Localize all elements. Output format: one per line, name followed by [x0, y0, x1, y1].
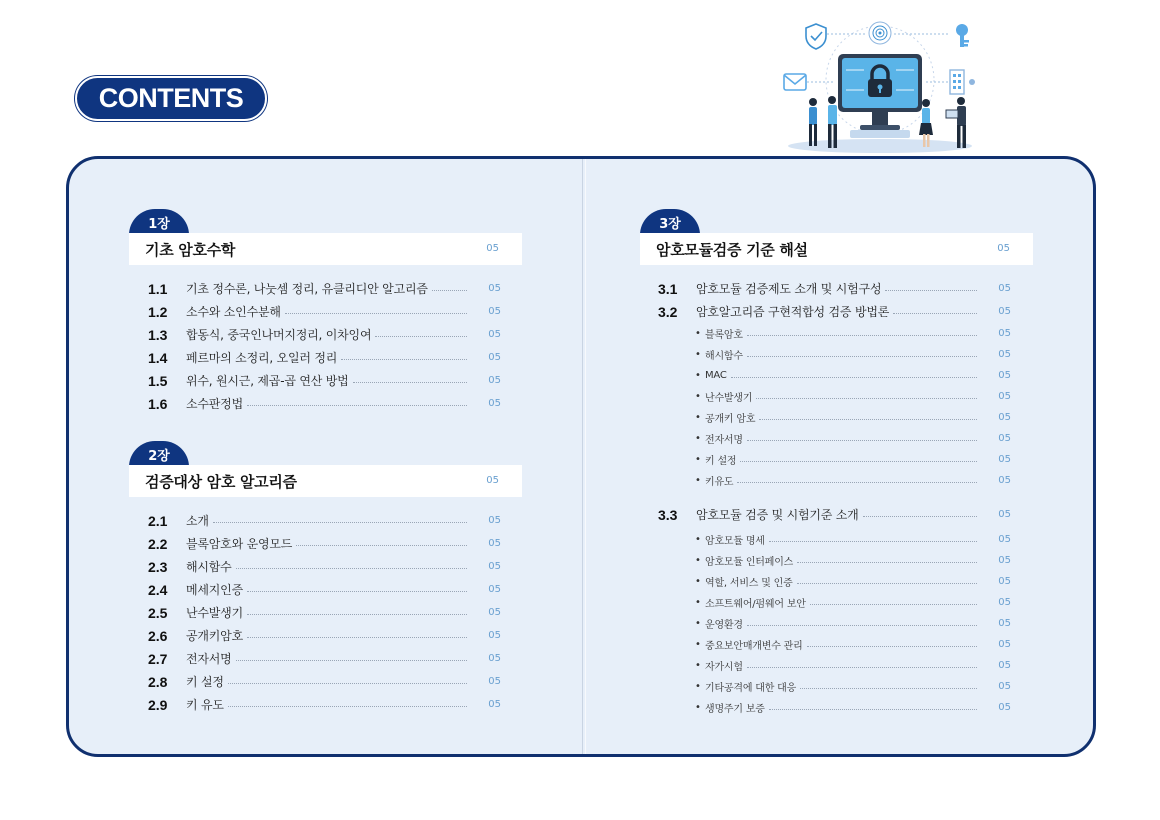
contents-title: CONTENTS [75, 76, 267, 121]
toc-subentry[interactable]: • 암호모듈 명세 05 [695, 534, 1011, 547]
toc-entry[interactable]: 2.9 키 유도 05 [148, 696, 501, 713]
toc-subentry[interactable]: • 운영환경 05 [695, 618, 1011, 631]
toc-subentry[interactable]: • 키유도 05 [695, 475, 1011, 488]
security-illustration [780, 18, 980, 158]
page-divider [582, 159, 583, 754]
toc-entry[interactable]: 2.6 공개키암호 05 [148, 627, 501, 644]
section-3-3-list [641, 529, 1011, 718]
toc-entry[interactable]: 2.1 소개 05 [148, 512, 501, 529]
toc-entry[interactable]: 2.7 전자서명 05 [148, 650, 501, 667]
toc-entry[interactable]: 2.3 해시함수 05 [148, 558, 501, 575]
toc-subentry[interactable]: • 블록암호 05 [695, 328, 1011, 341]
toc-subentry[interactable]: • 난수발생기 05 [695, 391, 1011, 404]
chapter-3-3-list [658, 503, 1011, 526]
chapter-3-list [658, 277, 1011, 323]
chapter-3-tab: 3장 [640, 209, 700, 235]
bullet-icon: • [695, 454, 701, 465]
toc-entry[interactable]: 3.1 암호모듈 검증제도 소개 및 시험구성 05 [658, 280, 1011, 297]
chapter-1-list [148, 277, 501, 415]
bullet-icon: • [695, 555, 701, 566]
chapter-1-page: 05 [486, 243, 499, 254]
chapter-2-title[interactable]: 검증대상 암호 알고리즘 [145, 472, 297, 491]
toc-subentry[interactable]: • 기타공격에 대한 대응 05 [695, 681, 1011, 694]
toc-entry[interactable]: 1.6 소수판정법 05 [148, 395, 501, 412]
bullet-icon: • [695, 370, 701, 381]
bullet-icon: • [695, 349, 701, 360]
key-icon [956, 24, 969, 47]
toc-subentry[interactable]: • 소프트웨어/펌웨어 보안 05 [695, 597, 1011, 610]
toc-subentry[interactable]: • 역할, 서비스 및 인증 05 [695, 576, 1011, 589]
toc-subentry[interactable]: • MAC 05 [695, 370, 1011, 381]
chapter-1-title[interactable]: 기초 암호수학 [145, 240, 236, 259]
bullet-icon: • [695, 412, 701, 423]
contents-panel [66, 156, 1096, 757]
section-3-2-list [641, 323, 1011, 491]
toc-entry[interactable]: 1.4 페르마의 소정리, 오일러 정리 05 [148, 349, 501, 366]
bullet-icon: • [695, 475, 701, 486]
bullet-icon: • [695, 639, 701, 650]
toc-subentry[interactable]: • 생명주기 보증 05 [695, 702, 1011, 715]
toc-subentry[interactable]: • 암호모듈 인터페이스 05 [695, 555, 1011, 568]
toc-entry[interactable]: 2.2 블록암호와 운영모드 05 [148, 535, 501, 552]
chapter-2-tab: 2장 [129, 441, 189, 467]
toc-entry[interactable]: 1.2 소수와 소인수분해 05 [148, 303, 501, 320]
toc-entry[interactable]: 1.3 합동식, 중국인나머지정리, 이차잉여 05 [148, 326, 501, 343]
bullet-icon: • [695, 702, 701, 713]
person-figure [809, 98, 817, 146]
bullet-icon: • [695, 681, 701, 692]
mail-icon [784, 74, 835, 90]
toc-entry[interactable]: 2.4 메세지인증 05 [148, 581, 501, 598]
toc-subentry[interactable]: • 공개키 암호 05 [695, 412, 1011, 425]
chapter-2-page: 05 [486, 475, 499, 486]
toc-subentry[interactable]: • 자가시험 05 [695, 660, 1011, 673]
fingerprint-icon [869, 22, 891, 44]
chapter-2-list [148, 509, 501, 716]
bullet-icon: • [695, 391, 701, 402]
bullet-icon: • [695, 660, 701, 671]
toc-entry[interactable]: 1.5 위수, 원시근, 제곱-곱 연산 방법 05 [148, 372, 501, 389]
toc-entry[interactable]: 3.2 암호알고리즘 구현적합성 검증 방법론 05 [658, 303, 1011, 320]
toc-entry[interactable]: 1.1 기초 정수론, 나눗셈 정리, 유클리디안 알고리즘 05 [148, 280, 501, 297]
bullet-icon: • [695, 576, 701, 587]
chapter-1-tab: 1장 [129, 209, 189, 235]
toc-subentry[interactable]: • 해시함수 05 [695, 349, 1011, 362]
bullet-icon: • [695, 597, 701, 608]
bullet-icon: • [695, 433, 701, 444]
chapter-3-title[interactable]: 암호모듈검증 기준 해설 [656, 240, 808, 259]
toc-entry[interactable]: 2.8 키 설정 05 [148, 673, 501, 690]
shield-icon [806, 24, 826, 49]
toc-entry[interactable]: 2.5 난수발생기 05 [148, 604, 501, 621]
toc-subentry[interactable]: • 전자서명 05 [695, 433, 1011, 446]
chapter-3-page: 05 [997, 243, 1010, 254]
toc-subentry[interactable]: • 중요보안매개변수 관리 05 [695, 639, 1011, 652]
toc-subentry[interactable]: • 키 설정 05 [695, 454, 1011, 467]
bullet-icon: • [695, 534, 701, 545]
toc-entry[interactable]: 3.3 암호모듈 검증 및 시험기준 소개 05 [658, 506, 1011, 523]
bullet-icon: • [695, 328, 701, 339]
bullet-icon: • [695, 618, 701, 629]
person-figure [946, 97, 966, 148]
